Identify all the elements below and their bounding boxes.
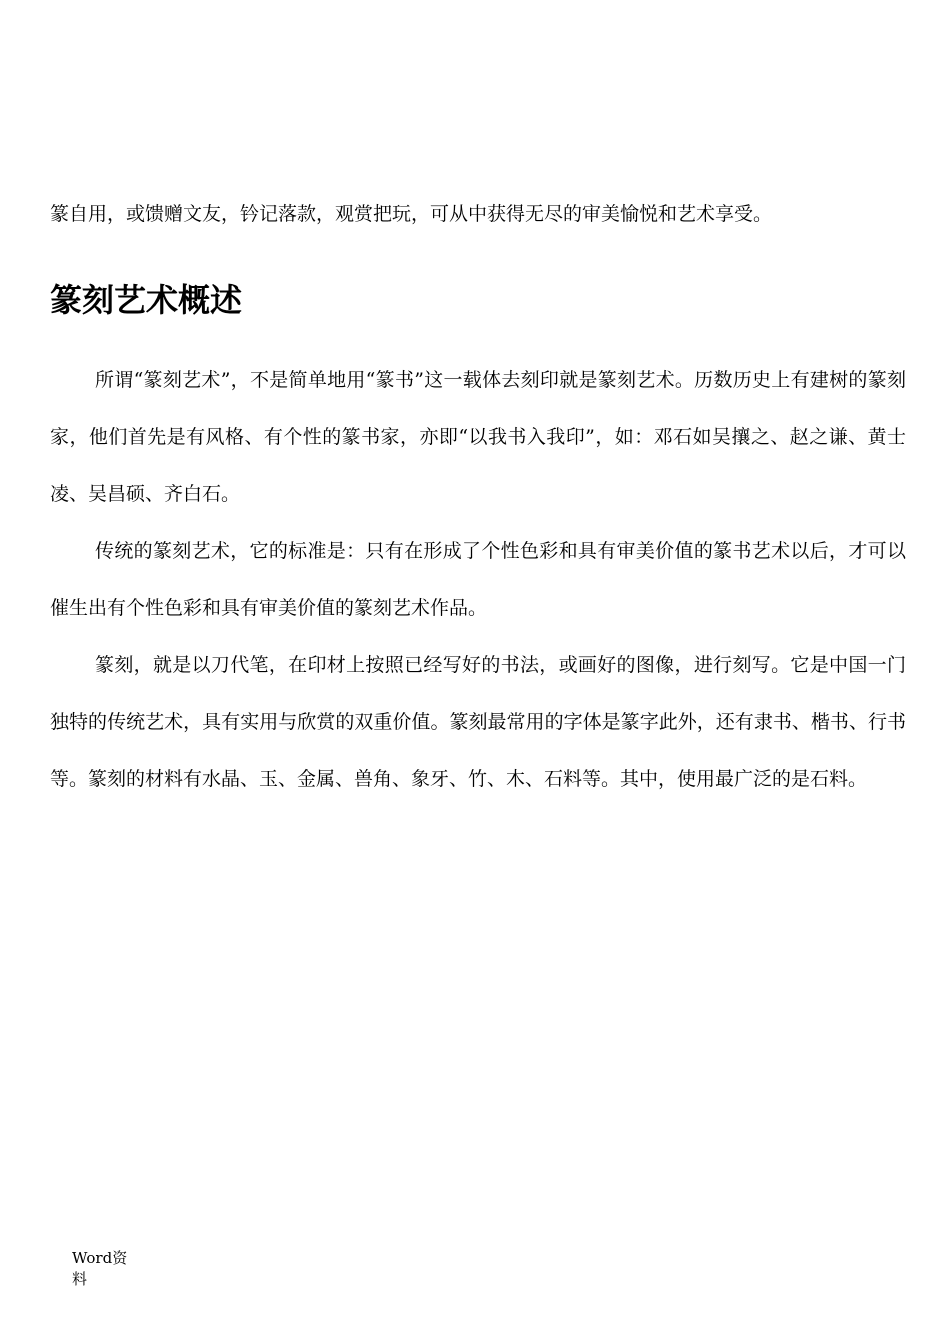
section-heading: 篆刻艺术概述	[50, 281, 243, 319]
body-paragraph-2: 传统的篆刻艺术，它的标准是：只有在形成了个性色彩和具有审美价值的篆书艺术以后，才可以催生出有个性色彩和具有审美价值的篆刻艺术作品。	[50, 540, 906, 619]
body-paragraph-3: 篆刻，就是以刀代笔，在印材上按照已经写好的书法，或画好的图像，进行刻写。它是中国一门独特的传统艺术，具有实用与欣赏的双重价值。篆刻最常用的字体是篆字此外，还有隶书、楷书、行书等。篆刻的材料有水晶、玉、金属、兽角、象牙、竹、木、石料等。其中，使用最广泛的是石料。	[50, 654, 906, 790]
footer-label: Word资料	[72, 1249, 128, 1288]
continuation-paragraph: 篆自用，或馈赠文友，钤记落款，观赏把玩，可从中获得无尽的审美愉悦和艺术享受。	[50, 203, 773, 225]
body-paragraph-1: 所谓“篆刻艺术”，不是简单地用“篆书”这一载体去刻印就是篆刻艺术。历数历史上有建树的篆刻家，他们首先是有风格、有个性的篆书家，亦即“以我书入我印”，如：邓石如吴攘之、赵之谦、黄士凌、吴昌硕、齐白石。	[50, 369, 906, 505]
